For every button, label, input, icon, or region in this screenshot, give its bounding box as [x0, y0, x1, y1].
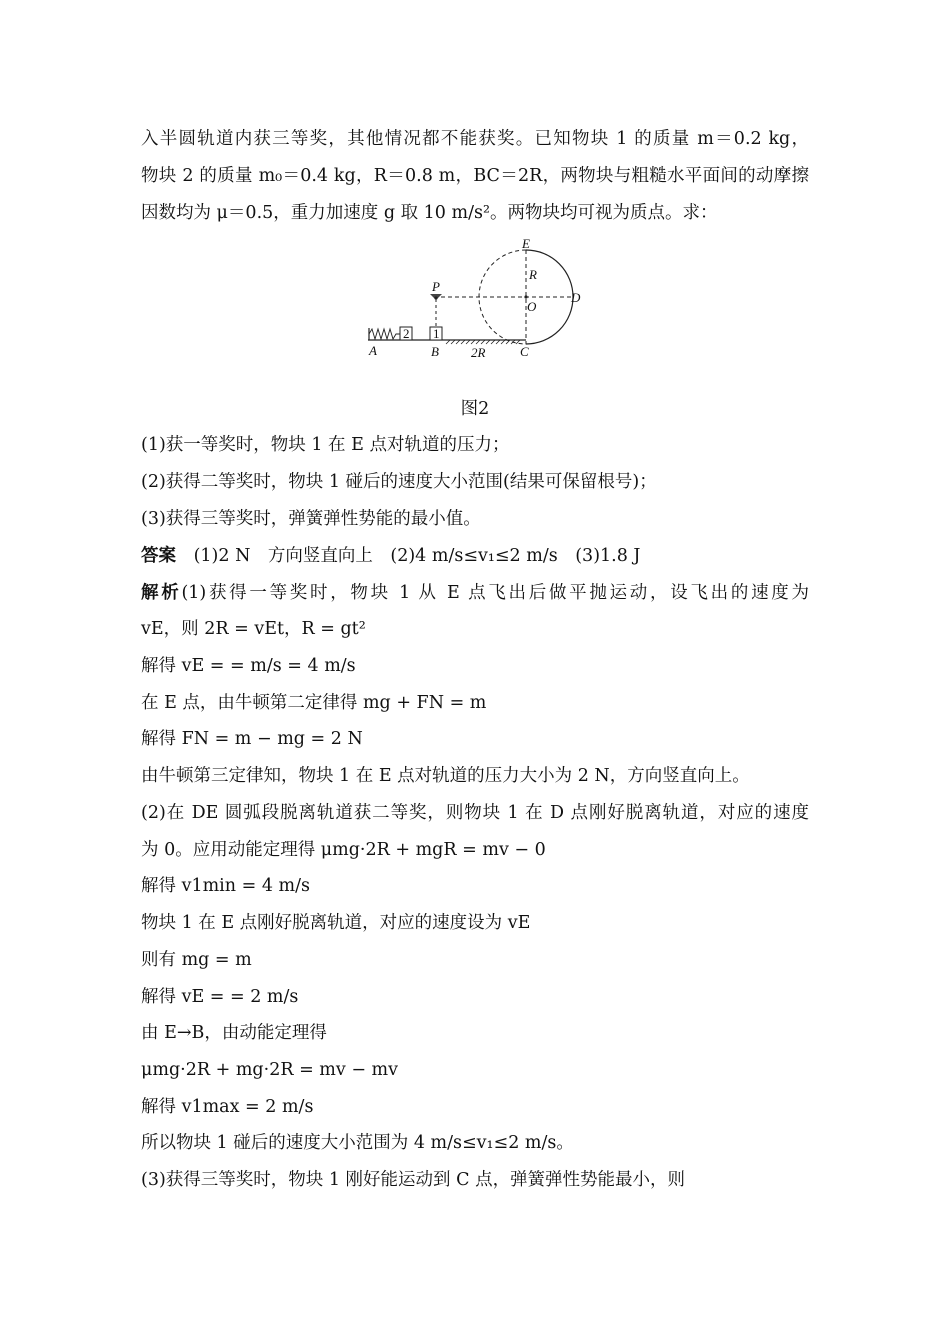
intro-line-2: 物块 2 的质量 m₀＝0.4 kg，R＝0.8 m，BC＝2R，两物块与粗糙水平面间的动摩擦	[141, 166, 809, 186]
analysis-line: 在 E 点，由牛顿第二定律得 mg + FN = m	[141, 693, 487, 713]
analysis-line: 由牛顿第三定律知，物块 1 在 E 点对轨道的压力大小为 2 N，方向竖直向上。	[141, 766, 750, 786]
block-1-label: 1	[433, 326, 440, 341]
question-2: (2)获得二等奖时，物块 1 碰后的速度大小范围(结果可保留根号)；	[141, 472, 657, 492]
block-2-label: 2	[403, 326, 410, 341]
analysis-line: vE，则 2R = vEt，R = gt²	[141, 619, 366, 639]
answer-text: (1)2 N 方向竖直向上 (2)4 m/s≤v₁≤2 m/s (3)1.8 J	[193, 546, 641, 566]
label-R: R	[529, 267, 537, 282]
analysis-line: 解得 vE = = 2 m/s	[141, 987, 299, 1007]
track-diagram	[360, 232, 590, 366]
analysis-line: (2)在 DE 圆弧段脱离轨道获二等奖，则物块 1 在 D 点刚好脱离轨道，对应的速度	[141, 803, 809, 823]
rough-surface	[446, 340, 520, 344]
spring	[369, 329, 400, 339]
analysis-line: 所以物块 1 碰后的速度大小范围为 4 m/s≤v₁≤2 m/s。	[141, 1133, 574, 1153]
analysis-line: μmg·2R + mg·2R = mv − mv	[141, 1060, 399, 1080]
analysis-line: 为 0。应用动能定理得 μmg·2R + mgR = mv − 0	[141, 840, 546, 860]
label-O: O	[527, 299, 537, 314]
answer-line	[141, 544, 640, 568]
label-B: B	[431, 344, 439, 359]
analysis-line: 解得 v1max = 2 m/s	[141, 1097, 314, 1117]
question-1: (1)获一等奖时，物块 1 在 E 点对轨道的压力；	[141, 435, 510, 455]
label-C: C	[520, 344, 529, 359]
figure-caption: 图2	[460, 399, 490, 419]
analysis-line: 解得 vE = = m/s = 4 m/s	[141, 656, 356, 676]
intro-line-3: 因数均为 μ＝0.5，重力加速度 g 取 10 m/s²。两物块均可视为质点。求：	[141, 203, 718, 223]
analysis-line: 由 E→B，由动能定理得	[141, 1023, 327, 1043]
intro-line-1: 入半圆轨道内获三等奖，其他情况都不能获奖。已知物块 1 的质量 m＝0.2 kg，	[141, 129, 809, 149]
analysis-line: 物块 1 在 E 点刚好脱离轨道，对应的速度设为 vE	[141, 913, 531, 933]
analysis-first-text: (1)获得一等奖时，物块 1 从 E 点飞出后做平抛运动，设飞出的速度为	[181, 583, 810, 603]
analysis-label: 解析	[141, 583, 182, 603]
analysis-line: (3)获得三等奖时，物块 1 刚好能运动到 C 点，弹簧弹性势能最小，则	[141, 1170, 686, 1190]
label-BC: 2R	[471, 345, 486, 360]
analysis-line: 解得 FN = m − mg = 2 N	[141, 729, 363, 749]
answer-label: 答案	[141, 546, 176, 566]
question-3: (3)获得三等奖时，弹簧弹性势能的最小值。	[141, 509, 481, 529]
label-A: A	[369, 343, 377, 358]
label-P: P	[432, 279, 440, 294]
analysis-line: 则有 mg = m	[141, 950, 252, 970]
analysis-line: 解得 v1min = 4 m/s	[141, 876, 311, 896]
label-D: D	[571, 290, 581, 305]
label-E: E	[522, 236, 530, 251]
analysis-first-line	[141, 581, 809, 605]
